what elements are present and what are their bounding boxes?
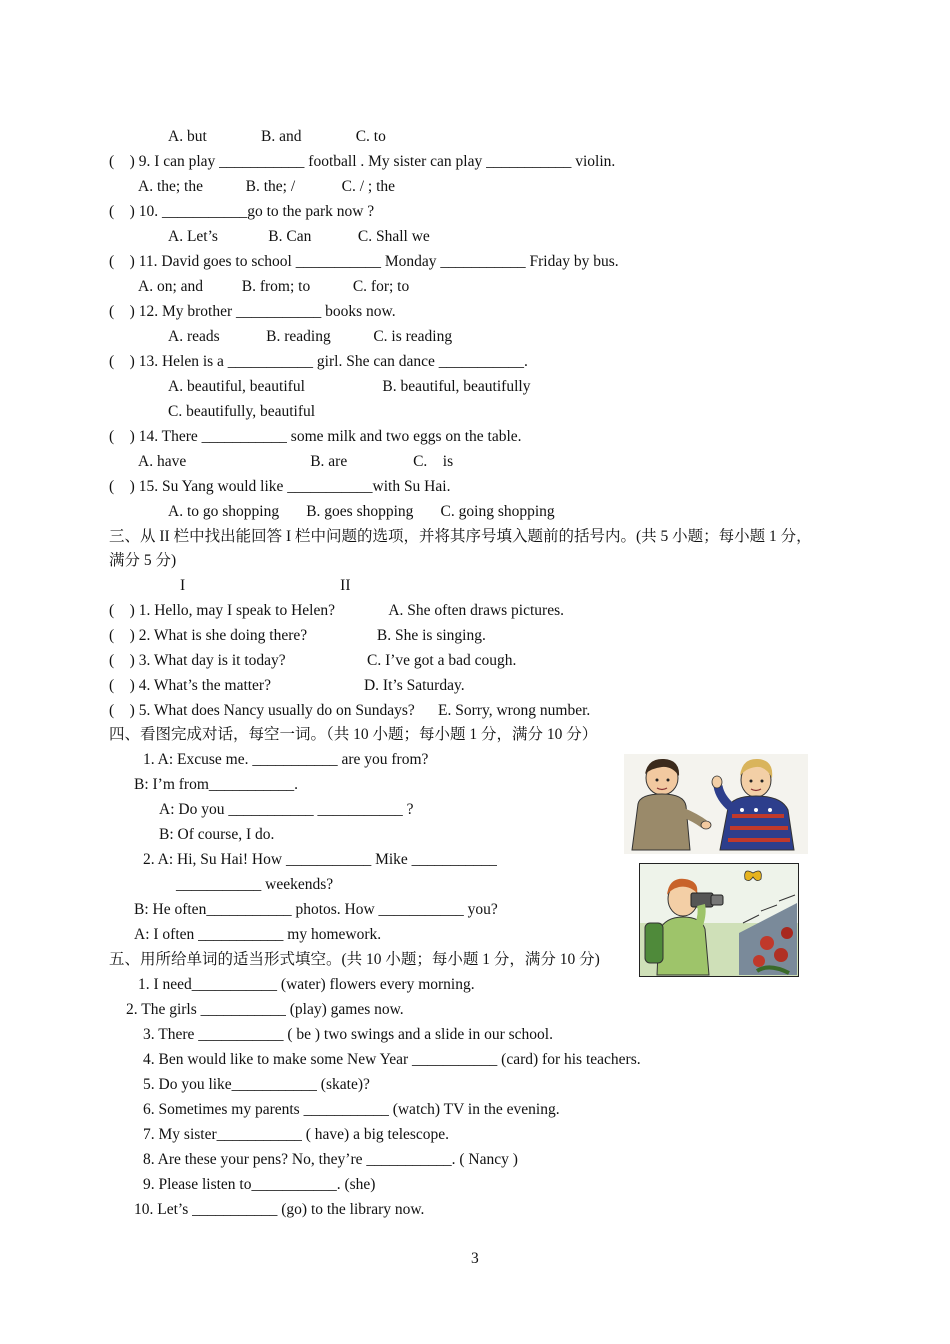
q15-stem: ( ) 15. Su Yang would like ___________with Su Hai. <box>109 478 451 495</box>
dialog-line: B: He often___________ photos. How ___________ you? <box>134 901 498 918</box>
q11-stem: ( ) 11. David goes to school ___________ Monday ___________ Friday by bus. <box>109 253 619 270</box>
dialog-line: B: I’m from___________. <box>134 776 299 793</box>
q8-options: A. but B. and C. to <box>168 128 386 145</box>
fill-item: 2. The girls ___________ (play) games now. <box>126 1001 404 1018</box>
match-row: ( ) 4. What’s the matter? D. It’s Saturday. <box>109 677 465 694</box>
q10-stem: ( ) 10. ___________go to the park now ? <box>109 203 375 220</box>
fill-item: 9. Please listen to___________. (she) <box>143 1176 376 1193</box>
fill-item: 6. Sometimes my parents ___________ (watch) TV in the evening. <box>143 1101 560 1118</box>
fill-item: 1. I need___________ (water) flowers every morning. <box>138 976 475 993</box>
match-row: ( ) 5. What does Nancy usually do on Sundays? E. Sorry, wrong number. <box>109 702 591 719</box>
fill-item: 10. Let’s ___________ (go) to the library now. <box>134 1201 425 1218</box>
q12-options: A. reads B. reading C. is reading <box>168 328 453 345</box>
q12-stem: ( ) 12. My brother ___________ books now. <box>109 303 396 320</box>
section-5-heading: 五、用所给单词的适当形式填空。(共 10 小题；每小题 1 分，满分 10 分) <box>109 951 600 968</box>
match-row: ( ) 2. What is she doing there? B. She is singing. <box>109 627 486 644</box>
dialog-line: 1. A: Excuse me. ___________ are you from? <box>143 751 429 768</box>
fill-item: 3. There ___________ ( be ) two swings and a slide in our school. <box>143 1026 553 1043</box>
fill-item: 7. My sister___________ ( have) a big telescope. <box>143 1126 450 1143</box>
section-4-heading: 四、看图完成对话，每空一词。（共 10 小题；每小题 1 分，满分 10 分） <box>109 726 598 743</box>
match-row: ( ) 3. What day is it today? C. I’ve got a bad cough. <box>109 652 517 669</box>
dialog-line: 2. A: Hi, Su Hai! How ___________ Mike ___________ <box>143 851 497 868</box>
match-row: ( ) 1. Hello, may I speak to Helen? A. She often draws pictures. <box>109 602 564 619</box>
fill-item: 5. Do you like___________ (skate)? <box>143 1076 370 1093</box>
q13-stem: ( ) 13. Helen is a ___________ girl. She can dance ___________. <box>109 353 528 370</box>
illustration-boy-taking-photos <box>639 863 799 977</box>
fill-item: 4. Ben would like to make some New Year ___________ (card) for his teachers. <box>143 1051 641 1068</box>
dialog-line: B: Of course, I do. <box>159 826 275 843</box>
illustration-two-boys <box>624 754 808 854</box>
section-3-heading: 三、从 II 栏中找出能回答 I 栏中问题的选项，并将其序号填入题前的括号内。(共 5 小题；每小题 1 分， <box>109 528 812 545</box>
q15-options: A. to go shopping B. goes shopping C. going shopping <box>168 503 555 520</box>
q10-options: A. Let’s B. Can C. Shall we <box>168 228 430 245</box>
fill-item: 8. Are these your pens? No, they’re ___________. ( Nancy ) <box>143 1151 518 1168</box>
section-3-heading-cont: 满分 5 分) <box>109 552 177 569</box>
dialog-line: A: I often ___________ my homework. <box>134 926 382 943</box>
q13-options-ab: A. beautiful, beautiful B. beautiful, beautifully <box>168 378 531 395</box>
q14-stem: ( ) 14. There ___________ some milk and two eggs on the table. <box>109 428 522 445</box>
column-headers: I II <box>180 577 351 594</box>
q14-options: A. have B. are C. is <box>138 453 454 470</box>
dialog-line: ___________ weekends? <box>176 876 334 893</box>
q13-option-c: C. beautifully, beautiful <box>168 403 316 420</box>
q9-stem: ( ) 9. I can play ___________ football . My sister can play ___________ violin. <box>109 153 616 170</box>
page-number: 3 <box>471 1250 479 1267</box>
dialog-line: A: Do you ___________ ___________ ? <box>159 801 414 818</box>
q9-options: A. the; the B. the; / C. / ; the <box>138 178 396 195</box>
q11-options: A. on; and B. from; to C. for; to <box>138 278 410 295</box>
